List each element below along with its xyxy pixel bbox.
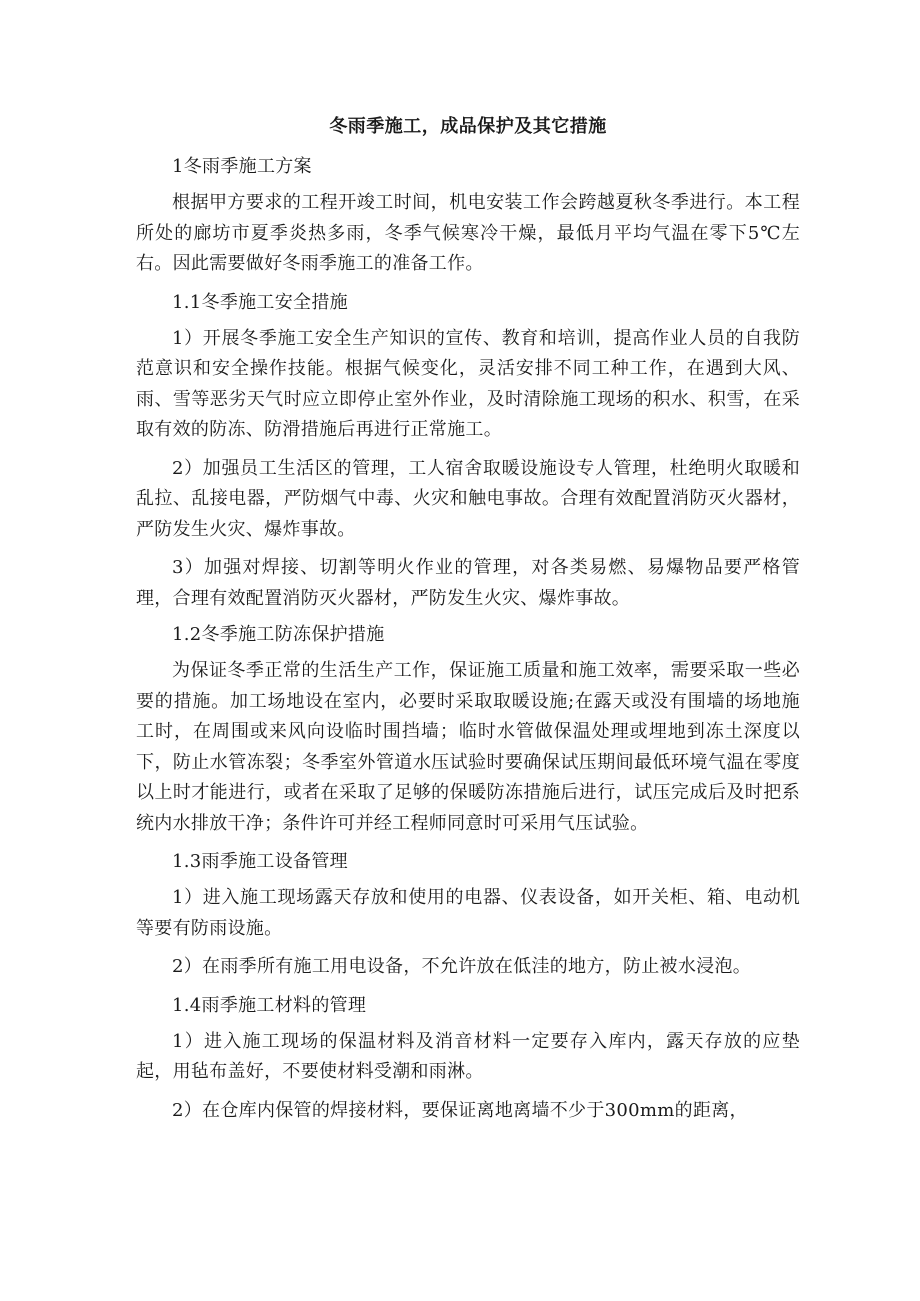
paragraph: 2）在仓库内保管的焊接材料，要保证离地离墙不少于300mm的距离， <box>172 1099 748 1121</box>
section-heading: 1.3雨季施工设备管理 <box>172 851 348 872</box>
document-title: 冬雨季施工，成品保护及其它措施 <box>329 116 607 137</box>
document-page <box>136 112 800 1134</box>
section-heading: 1冬雨季施工方案 <box>172 156 312 177</box>
section-heading: 1.2冬季施工防冻保护措施 <box>172 624 385 645</box>
paragraph: 3）加强对焊接、切割等明火作业的管理，对各类易燃、易爆物品要严格管理，合理有效配置消防灭火器材，严防发生火灾、爆炸事故。 <box>136 557 800 609</box>
section-heading: 1.1冬季施工安全措施 <box>172 291 348 313</box>
section-heading: 1.4雨季施工材料的管理 <box>172 994 367 1016</box>
paragraph: 1）进入施工现场的保温材料及消音材料一定要存入库内，露天存放的应垫起，用毡布盖好，不要使材料受潮和雨淋。 <box>136 1030 800 1082</box>
paragraph: 1）开展冬季施工安全生产知识的宣传、教育和培训，提高作业人员的自我防范意识和安全操作技能。根据气候变化，灵活安排不同工种工作，在遇到大风、雨、雪等恶劣天气时应立即停止室外作业，及时清除施工现场的积水、积雪，在采取有效的防冻、防滑措施后再进行正常施工。 <box>136 327 800 440</box>
paragraph: 2）加强员工生活区的管理，工人宿舍取暖设施设专人管理，杜绝明火取暖和乱拉、乱接电器，严防烟气中毒、火灾和触电事故。合理有效配置消防灭火器材，严防发生火灾、爆炸事故。 <box>136 457 800 540</box>
paragraph: 根据甲方要求的工程开竣工时间，机电安装工作会跨越夏秋冬季进行。本工程所处的廊坊市夏季炎热多雨，冬季气候寒冷干燥，最低月平均气温在零下5℃左右。因此需要做好冬雨季施工的准备工作。 <box>136 192 800 274</box>
paragraph: 1）进入施工现场露天存放和使用的电器、仪表设备，如开关柜、箱、电动机等要有防雨设施。 <box>136 887 800 939</box>
paragraph: 为保证冬季正常的生活生产工作，保证施工质量和施工效率，需要采取一些必要的措施。加工场地设在室内，必要时采取取暖设施;在露天或没有围墙的场地施工时，在周围或来风向设临时围挡墙；临时水管做保温处理或埋地到冻土深度以下，防止水管冻裂；冬季室外管道水压试验时要确保试压期间最低环境气温在零度以上时才能进行，或者在采取了足够的保暖防冻措施后进行，试压完成后及时把系统内水排放干净；条件许可并经工程师同意时可采用气压试验。 <box>136 660 800 834</box>
paragraph: 2）在雨季所有施工用电设备，不允许放在低洼的地方，防止被水浸泡。 <box>172 956 752 977</box>
